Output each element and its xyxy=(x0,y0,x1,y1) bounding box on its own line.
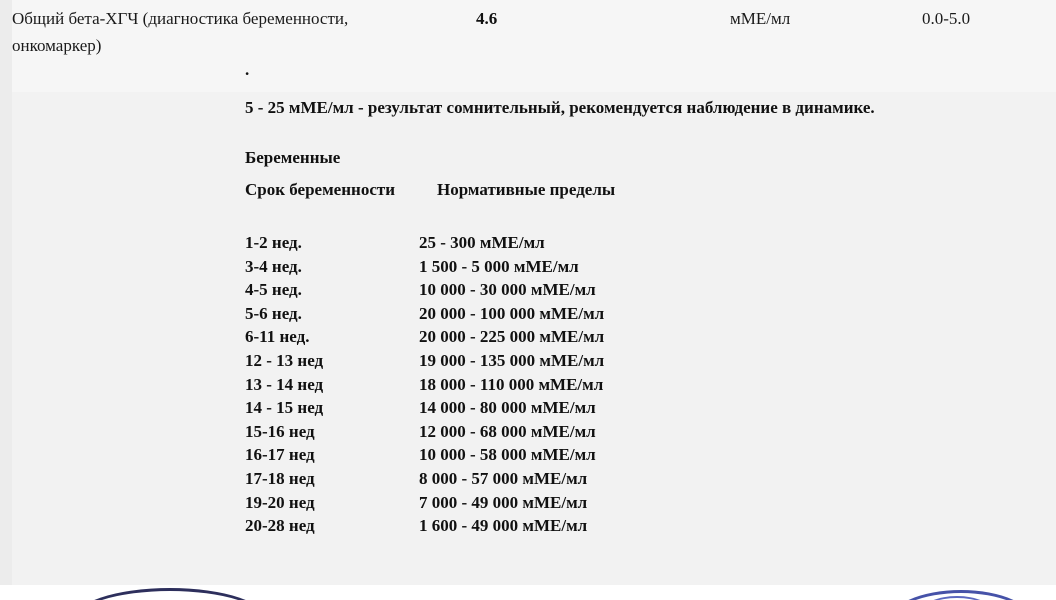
normative-range-cell: 7 000 - 49 000 мМЕ/мл xyxy=(419,492,588,512)
column-header-term: Срок беременности xyxy=(245,180,396,199)
normative-range-cell: 18 000 - 110 000 мМЕ/мл xyxy=(419,374,604,394)
gestation-term-cell: 19-20 нед xyxy=(245,492,315,512)
pregnant-section-title: Беременные xyxy=(245,148,341,167)
gestation-term-cell: 4-5 нед. xyxy=(245,280,302,300)
normative-range-cell: 20 000 - 100 000 мМЕ/мл xyxy=(419,303,605,323)
test-value: 4.6 xyxy=(476,9,498,28)
test-name: Общий бета-ХГЧ (диагностика беременности, онкомаркер) xyxy=(12,9,349,55)
table-row xyxy=(245,349,1045,373)
table-row xyxy=(245,373,1045,397)
normative-range-cell: 1 500 - 5 000 мМЕ/мл xyxy=(419,256,579,276)
normative-range-cell: 10 000 - 30 000 мМЕ/мл xyxy=(419,280,596,300)
table-row xyxy=(245,325,1045,349)
gestation-term-cell: 15-16 нед xyxy=(245,421,315,441)
gestation-term-cell: 14 - 15 нед xyxy=(245,398,324,418)
table-row xyxy=(245,443,1045,467)
test-reference-range: 0.0-5.0 xyxy=(922,9,971,28)
table-row xyxy=(245,396,1045,420)
doubtful-result-note: 5 - 25 мМЕ/мл - результат сомнительный, рекомендуется наблюдение в динамике. xyxy=(245,98,875,117)
separator-dot: . xyxy=(245,60,250,79)
table-row xyxy=(245,514,1045,538)
table-row xyxy=(245,231,1045,255)
gestation-term-cell: 5-6 нед. xyxy=(245,303,302,323)
table-row xyxy=(245,255,1045,279)
column-header-limits: Нормативные пределы xyxy=(437,180,616,199)
normative-range-cell: 20 000 - 225 000 мМЕ/мл xyxy=(419,327,605,347)
normative-range-cell: 25 - 300 мМЕ/мл xyxy=(419,233,545,252)
normative-range-cell: 12 000 - 68 000 мМЕ/мл xyxy=(419,421,596,441)
gestation-term-cell: 13 - 14 нед xyxy=(245,374,324,394)
test-unit: мМЕ/мл xyxy=(730,9,791,28)
gestation-term-cell: 12 - 13 нед xyxy=(245,350,324,370)
gestation-term-cell: 3-4 нед. xyxy=(245,256,302,276)
table-row xyxy=(245,278,1045,302)
table-row xyxy=(245,420,1045,444)
reference-table xyxy=(245,231,1045,538)
gestation-term-cell: 1-2 нед. xyxy=(245,233,302,252)
reference-table-header xyxy=(245,177,1045,203)
reference-notes xyxy=(245,55,1045,538)
gestation-term-cell: 6-11 нед. xyxy=(245,327,310,347)
table-row xyxy=(245,491,1045,515)
table-row xyxy=(245,467,1045,491)
gestation-term-cell: 17-18 нед xyxy=(245,468,315,488)
gestation-term-cell: 16-17 нед xyxy=(245,445,315,465)
normative-range-cell: 10 000 - 58 000 мМЕ/мл xyxy=(419,445,596,465)
gestation-term-cell: 20-28 нед xyxy=(245,516,315,536)
normative-range-cell: 14 000 - 80 000 мМЕ/мл xyxy=(419,398,596,418)
table-row xyxy=(245,302,1045,326)
normative-range-cell: 8 000 - 57 000 мМЕ/мл xyxy=(419,468,588,488)
normative-range-cell: 1 600 - 49 000 мМЕ/мл xyxy=(419,516,588,536)
normative-range-cell: 19 000 - 135 000 мМЕ/мл xyxy=(419,350,605,370)
